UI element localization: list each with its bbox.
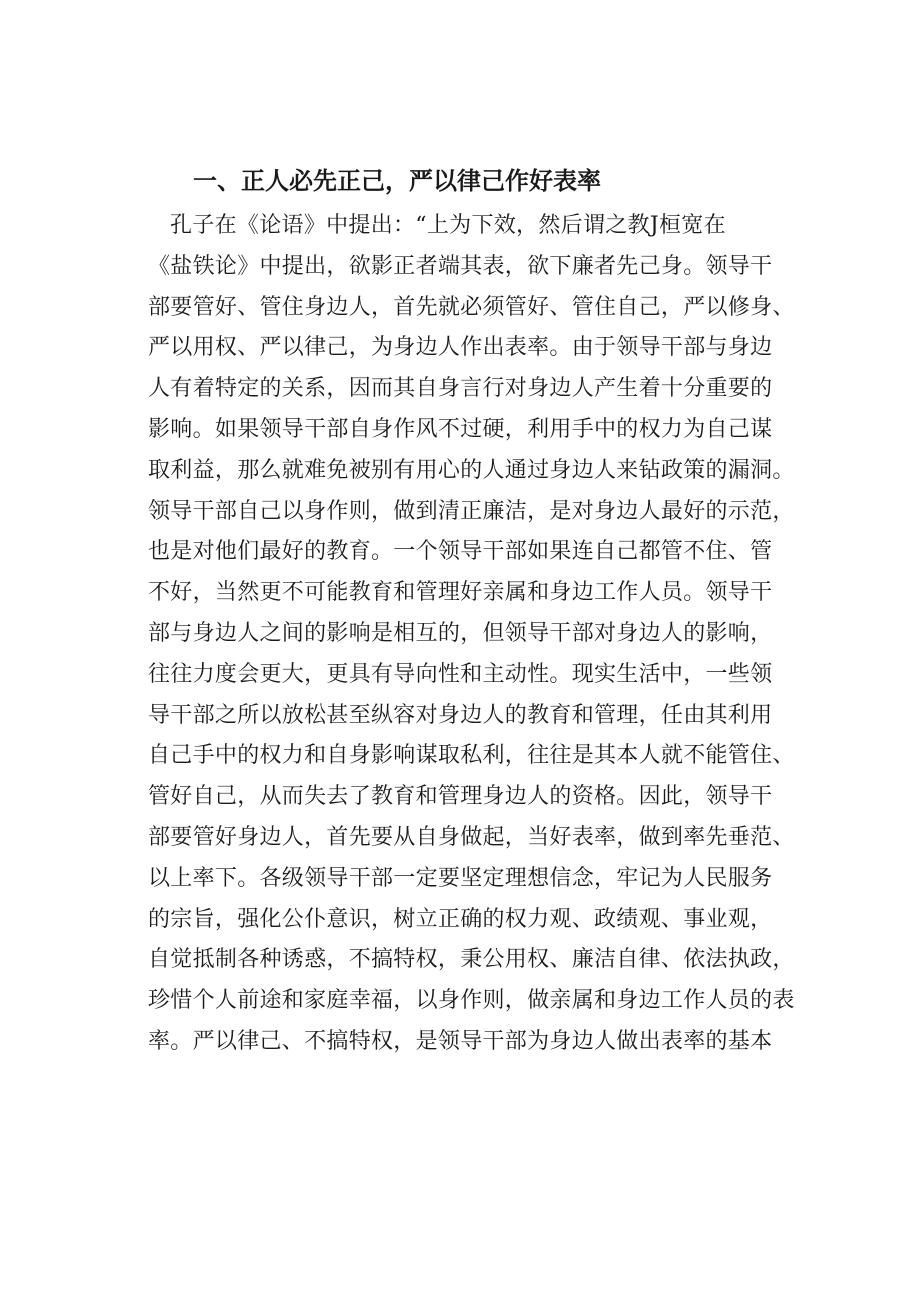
paragraph-line: 部与身边人之间的影响是相互的，但领导干部对身边人的影响， [148, 620, 773, 646]
paragraph-line: 影响。如果领导干部自身作风不过硬，利用手中的权力为自己谋 [148, 416, 773, 442]
paragraph-line: 以上率下。各级领导干部一定要坚定理想信念，牢记为人民服务 [148, 865, 773, 891]
paragraph-line: 部要管好、管住身边人，首先就必须管好、管住自己，严以修身、 [148, 294, 795, 320]
paragraph-line: 率。严以律己、不搞特权，是领导干部为身边人做出表率的基本 [148, 1028, 773, 1054]
paragraph-line: 管好自己，从而失去了教育和管理身边人的资格。因此，领导干 [148, 784, 773, 810]
paragraph-line: 的宗旨，强化公仆意识，树立正确的权力观、政绩观、事业观， [148, 906, 773, 932]
paragraph-line: 自己手中的权力和自身影响谋取私利，往往是其本人就不能管住、 [148, 743, 795, 769]
paragraph-line: 不好，当然更不可能教育和管理好亲属和身边工作人员。领导干 [148, 580, 773, 606]
paragraph-line: 导干部之所以放松甚至纵容对身边人的教育和管理，任由其利用 [148, 702, 773, 728]
section-heading: 一、正人必先正己，严以律己作好表率 [193, 167, 601, 195]
paragraph-line: 珍惜个人前途和家庭幸福，以身作则，做亲属和身边工作人员的表 [148, 988, 795, 1014]
paragraph-line: 往往力度会更大，更具有导向性和主动性。现实生活中，一些领 [148, 661, 773, 687]
paragraph-line: 自觉抵制各种诱惑，不搞特权，秉公用权、廉洁自律、依法执政， [148, 947, 795, 973]
paragraph-line: 人有着特定的关系，因而其自身言行对身边人产生着十分重要的 [148, 376, 773, 402]
paragraph-line: 严以用权、严以律己，为身边人作出表率。由于领导干部与身边 [148, 335, 773, 361]
paragraph-line: 取利益，那么就难免被别有用心的人通过身边人来钻政策的漏洞。 [148, 457, 795, 483]
paragraph-line: 部要管好身边人，首先要从自身做起，当好表率，做到率先垂范、 [148, 824, 795, 850]
body-paragraph [148, 206, 828, 1063]
paragraph-line: 也是对他们最好的教育。一个领导干部如果连自己都管不住、管 [148, 539, 773, 565]
paragraph-line: 孔子在《论语》中提出：“上为下效，然后谓之教J桓宽在 [170, 213, 726, 238]
paragraph-line: 《盐铁论》中提出，欲影正者端其表，欲下廉者先己身。领导干 [148, 253, 773, 279]
paragraph-line: 领导干部自己以身作则，做到清正廉洁，是对身边人最好的示范， [148, 498, 795, 524]
